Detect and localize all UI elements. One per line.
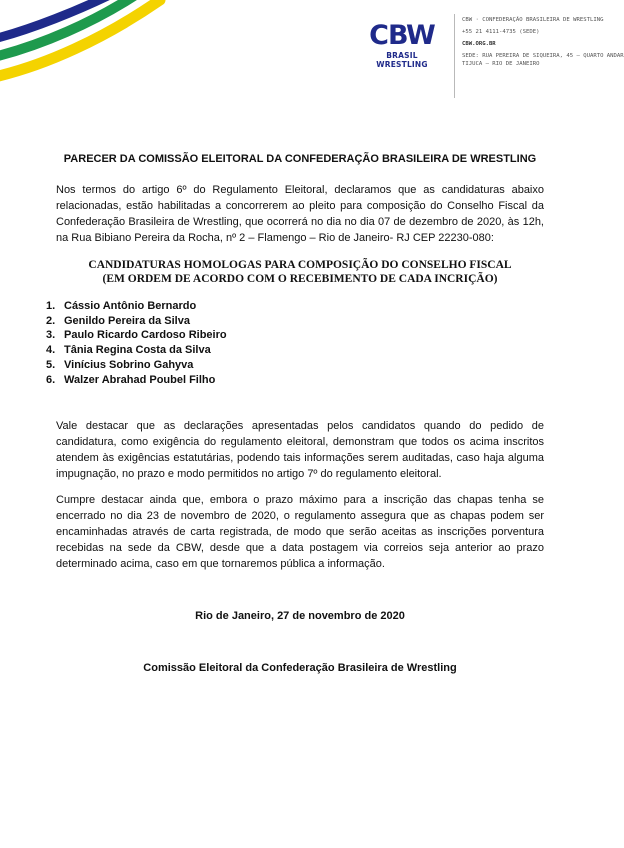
list-item (46, 314, 227, 329)
candidate-name: Genildo Pereira da Silva (64, 314, 190, 327)
list-item-number: 4. (46, 344, 56, 357)
list-item-number: 2. (46, 314, 56, 327)
contact-site[interactable]: CBW.ORG.BR (462, 41, 496, 47)
candidates-heading-line1: CANDIDATURAS HOMOLOGAS PARA COMPOSIÇÃO DO CONSELHO FISCAL (88, 259, 512, 271)
list-item (46, 328, 227, 343)
list-item-number: 6. (46, 373, 56, 386)
contact-phone: +55 21 4111-4735 (SEDE) (462, 29, 540, 35)
list-item-number: 3. (46, 329, 56, 342)
deadline-paragraph: Cumpre destacar ainda que, embora o prazo máximo para a inscrição das chapas tenha se encerrado no dia 23 de novembro de 2020, o regulamento assegura que as chapas podem ser encaminhadas através de carta registrada, de modo que serão aceitas as inscrições porventura recebidas na sede da CBW, desde que a data postagem via correios seja anterior ao prazo determinado acima, caso em que tornaremos pública a informação. (56, 494, 544, 570)
document-date: Rio de Janeiro, 27 de novembro de 2020 (195, 610, 405, 622)
contact-org: CBW · CONFEDERAÇÃO BRASILEIRA DE WRESTLING (462, 17, 604, 23)
candidates-heading (56, 258, 544, 286)
contact-block (462, 16, 624, 68)
candidate-name: Walzer Abrahad Poubel Filho (64, 373, 216, 386)
intro-paragraph: Nos termos do artigo 6º do Regulamento Eleitoral, declaramos que as candidaturas abaixo relacionadas, estão habilitadas a concorrerem ao pleito para composição do Conselho Fiscal da Confederação Brasileira de Wrestling, que ocorrerá no dia no dia 07 de dezembro de 2020, às 12h, na Rua Bibiano Pereira da Rocha, nº 2 – Flamengo – Rio de Janeiro- RJ CEP 22230-080: (56, 184, 544, 244)
header-divider (454, 14, 455, 98)
candidates-heading-line2: (EM ORDEM DE ACORDO COM O RECEBIMENTO DE CADA INCRIÇÃO) (102, 273, 498, 285)
list-item (46, 358, 227, 373)
logo-tagline: BRASIL WRESTLING (376, 51, 428, 69)
list-item (46, 299, 227, 314)
list-item-number: 1. (46, 300, 56, 312)
decorative-stripes (0, 0, 150, 90)
contact-address-line1: SEDE: RUA PEREIRA DE SIQUEIRA, 45 – QUARTO ANDAR (462, 53, 624, 59)
candidate-list (46, 299, 227, 387)
signature-line: Comissão Eleitoral da Confederação Brasileira de Wrestling (143, 662, 457, 674)
candidate-name: Vinícius Sobrino Gahyva (64, 358, 194, 371)
declarations-paragraph: Vale destacar que as declarações apresentadas pelos candidatos quando do pedido de candidatura, como exigência do regulamento eleitoral, demonstram que todos os acima inscritos atendem às exigências estatutárias, podendo tais informações serem auditadas, caso haja alguma impugnação, no prazo e modo permitidos no artigo 7º do regulamento eleitoral. (56, 420, 544, 480)
list-item-number: 5. (46, 358, 56, 371)
candidate-name: Paulo Ricardo Cardoso Ribeiro (64, 329, 227, 342)
list-item (46, 373, 227, 388)
candidate-name: Tânia Regina Costa da Silva (64, 344, 211, 357)
list-item (46, 343, 227, 358)
contact-address-line2: TIJUCA – RIO DE JANEIRO (462, 61, 540, 67)
logo-wordmark: CBW (369, 20, 435, 51)
cbw-logo (362, 22, 442, 69)
candidate-name: Cássio Antônio Bernardo (64, 300, 197, 312)
document-title: PARECER DA COMISSÃO ELEITORAL DA CONFEDERAÇÃO BRASILEIRA DE WRESTLING (63, 153, 537, 165)
